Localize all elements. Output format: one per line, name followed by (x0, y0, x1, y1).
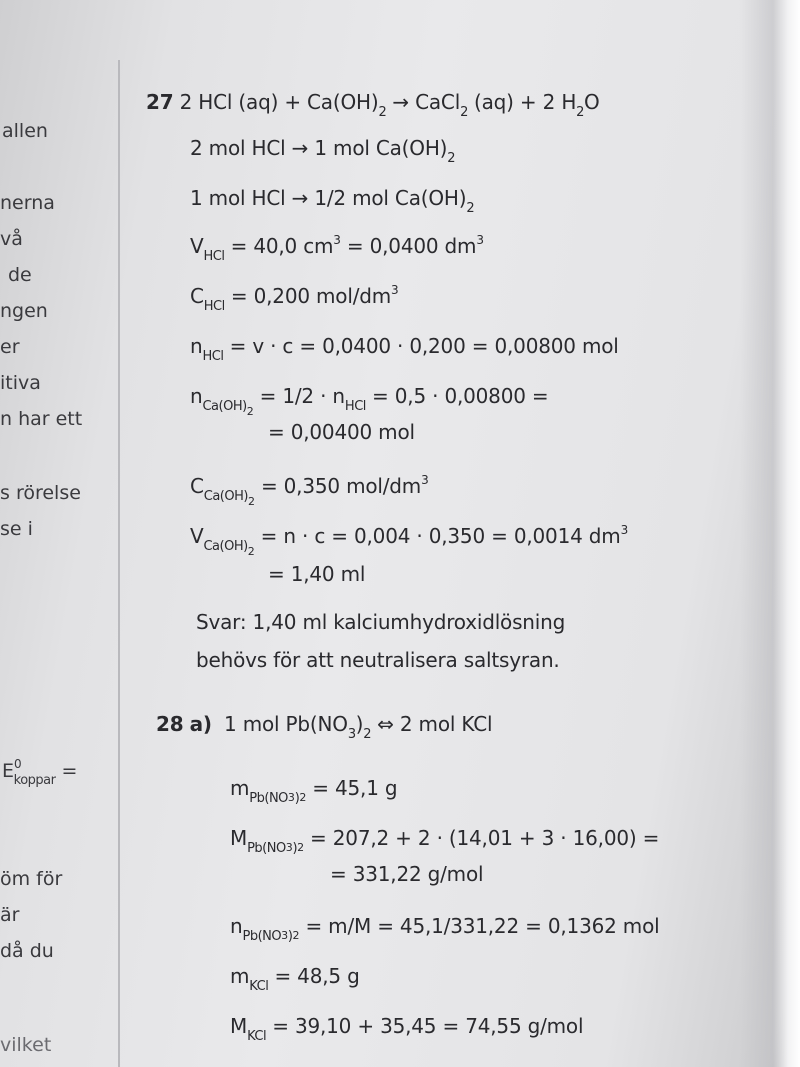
margin-text: vilket (0, 1034, 52, 1056)
margin-formula: $E^0_{koppar}$ = (2, 757, 78, 788)
p27-ratio-2: 1 mol HCl → 1/2 mol $Ca(OH)_2$ (190, 186, 475, 216)
margin-text: då du (0, 940, 54, 962)
p27-volume-caoh2: $V_{Ca(OH)2} = n \cdot c = 0,004 \cdot 0,350 = 0,0014$ $dm^3$ (190, 523, 628, 558)
p28-molar-mass-result: = 331,22 g/mol (330, 862, 484, 886)
margin-text: s rörelse (0, 482, 81, 504)
margin-text: öm för (0, 868, 63, 890)
margin-text: itiva (0, 372, 41, 394)
p27-moles-hcl: $n_{HCl} = v \cdot c = 0,0400 \cdot 0,200 = 0,00800$ mol (190, 334, 619, 364)
p28-moles-pbno3: $n_{Pb(NO3)2} = m/M = 45,1/331,22 = 0,1362$ mol (230, 914, 660, 944)
p27-moles-result: = 0,00400 mol (268, 420, 415, 444)
margin-text: de (8, 264, 32, 286)
p27-conc-hcl: $C_{HCl} = 0,200$ mol/$dm^3$ (190, 283, 399, 314)
margin-text: ngen (0, 300, 48, 322)
margin-text: n har ett (0, 408, 83, 430)
margin-text: se i (0, 518, 33, 540)
part-label: a) (189, 712, 212, 736)
column-divider (118, 60, 120, 1067)
margin-text: är (0, 904, 20, 926)
p27-conc-caoh2: $C_{Ca(OH)2} = 0,350$ mol/$dm^3$ (190, 473, 429, 508)
margin-text: nerna (0, 192, 55, 214)
margin-text: vå (0, 228, 23, 250)
problem-number: 28 (156, 712, 184, 736)
margin-text: er (0, 336, 20, 358)
p28-molar-mass-kcl: $M_{KCl} = 39,10 + 35,45 = 74,55$ g/mol (230, 1014, 584, 1044)
p27-ratio-1: 2 mol HCl → 1 mol $Ca(OH)_2$ (190, 136, 456, 166)
p27-moles-caoh2: $n_{Ca(OH)2} = 1/2 \cdot n_{HCl} = 0,5 \cdot 0,00800$ = (190, 384, 549, 418)
p28-ratio: 28 a) 1 mol $Pb(NO_3)_2$ ⇔ 2 mol KCl (156, 712, 493, 742)
margin-text: allen (2, 120, 48, 142)
p28-mass-pbno3: $m_{Pb(NO3)2} = 45,1$ g (230, 776, 398, 806)
problem-number: 27 (146, 90, 174, 114)
page-curl-edge (740, 0, 800, 1067)
p27-reaction: 27 2 HCl $(aq) + Ca(OH)_2$ → CaCl$_2$ (aq) + 2 $H_2O$ (146, 90, 600, 120)
p28-molar-mass-pbno3: $M_{Pb(NO3)2} = 207,2 + 2 \cdot (14,01 + 3 \cdot 16,00)$ = (230, 826, 660, 856)
p27-volume-result: = 1,40 ml (268, 562, 366, 586)
p27-answer-line2: behövs för att neutralisera saltsyran. (196, 648, 560, 672)
p27-answer-line1: Svar: 1,40 ml kalciumhydroxidlösning (196, 610, 566, 634)
p28-mass-kcl: $m_{KCl} = 48,5$ g (230, 964, 360, 994)
p27-volume-hcl: $V_{HCl} = 40,0$ $cm^3 = 0,0400$ $dm^3$ (190, 233, 484, 264)
